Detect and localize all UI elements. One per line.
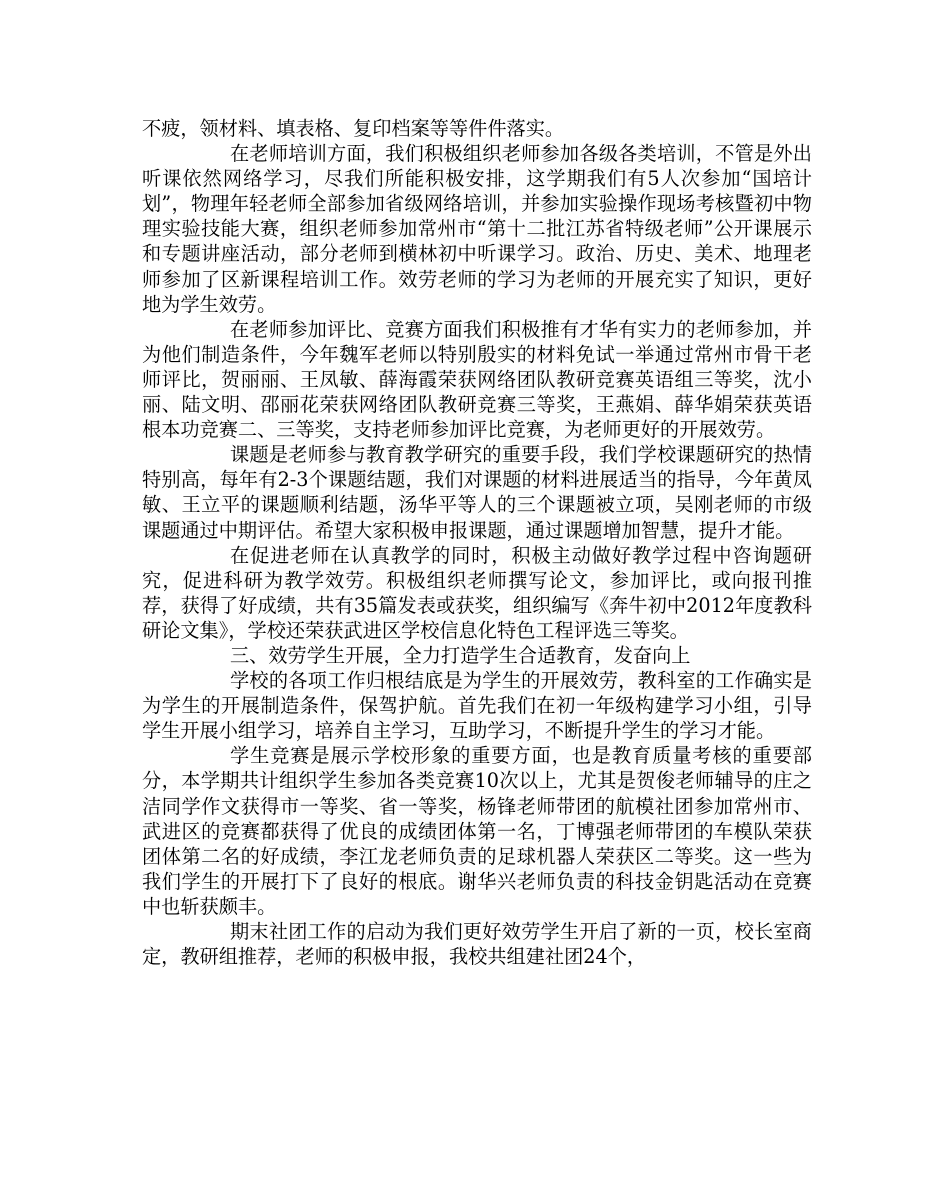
paragraph-club-work: 期末社团工作的启动为我们更好效劳学生开启了新的一页，校长室商定，教研组推荐，老师的积极申报，我校共组建社团24个， <box>142 920 812 969</box>
paragraph-student-development: 学校的各项工作归根结底是为学生的开展效劳，教科室的工作确实是为学生的开展制造条件，保驾护航。首先我们在初一年级构建学习小组，引导学生开展小组学习，培养自主学习，互助学习，不断提升学生的学习才能。 <box>142 669 812 743</box>
paragraph-teacher-training: 在老师培训方面，我们积极组织老师参加各级各类培训，不管是外出听课依然网络学习，尽我们所能积极安排，这学期我们有5人次参加“国培计划”，物理年轻老师全部参加省级网络培训，并参加实验操作现场考核暨初中物理实验技能大赛，组织老师参加常州市“第十二批江苏省特级老师”公开课展示和专题讲座活动，部分老师到横林初中听课学习。政治、历史、美术、地理老师参加了区新课程培训工作。效劳老师的学习为老师的开展充实了知识，更好地为学生效劳。 <box>142 142 812 316</box>
paragraph-research-papers: 在促进老师在认真教学的同时，积极主动做好教学过程中咨询题研究，促进科研为教学效劳。积极组织老师撰写论文，参加评比，或向报刊推荐，获得了好成绩，共有35篇发表或获奖，组织编写《奔牛初中2012年度教科研论文集》，学校还荣获武进区学校信息化特色工程评选三等奖。 <box>142 543 812 642</box>
paragraph-teacher-competitions: 在老师参加评比、竞赛方面我们积极推有才华有实力的老师参加，并为他们制造条件，今年魏军老师以特别殷实的材料免试一举通过常州市骨干老师评比，贺丽丽、王凤敏、薛海霞荣获网络团队教研竞赛英语组三等奖，沈小丽、陆文明、邵丽花荣获网络团队教研竞赛三等奖，王燕娟、薛华娟荣获英语根本功竞赛二、三等奖，支持老师参加评比竞赛，为老师更好的开展效劳。 <box>142 317 812 442</box>
paragraph-student-competitions: 学生竞赛是展示学校形象的重要方面，也是教育质量考核的重要部分，本学期共计组织学生参加各类竞赛10次以上，尤其是贺俊老师辅导的庄之洁同学作文获得市一等奖、省一等奖，杨锋老师带团的航模社团参加常州市、武进区的竞赛都获得了优良的成绩团体第一名，丁博强老师带团的车模队荣获团体第二名的好成绩，李江龙老师负责的足球机器人荣获区二等奖。这一些为我们学生的开展打下了良好的根底。谢华兴老师负责的科技金钥匙活动在竞赛中也斩获颇丰。 <box>142 744 812 918</box>
paragraph-continuation: 不疲，领材料、填表格、复印档案等等件件落实。 <box>142 117 565 140</box>
document-page <box>142 116 812 969</box>
section-heading-student-service: 三、效劳学生开展，全力打造学生合适教育，发奋向上 <box>230 643 691 667</box>
paragraph-research-topics: 课题是老师参与教育教学研究的重要手段，我们学校课题研究的热情特别高，每年有2-3个课题结题，我们对课题的材料进展适当的指导，今年黄凤敏、王立平的课题顺利结题，汤华平等人的三个课题被立项，吴刚老师的市级课题通过中期评估。希望大家积极申报课题，通过课题增加智慧，提升才能。 <box>142 443 812 542</box>
